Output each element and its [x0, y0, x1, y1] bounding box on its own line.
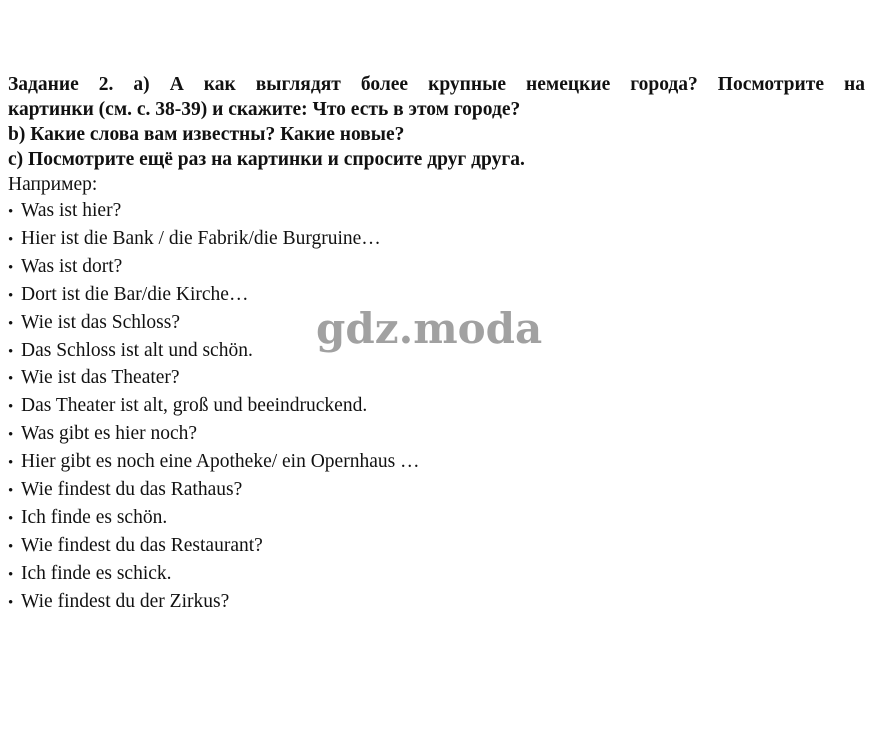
- list-item: [8, 393, 865, 421]
- bullet-icon: •: [8, 594, 14, 611]
- list-item: [8, 198, 865, 226]
- list-item-text: Wie ist das Theater?: [21, 367, 180, 389]
- list-item-text: Ich finde es schick.: [21, 562, 172, 584]
- watermark-logo: gdz.moda: [316, 304, 543, 353]
- bullet-icon: •: [8, 510, 14, 527]
- list-item: [8, 365, 865, 393]
- list-item-text: Was ist dort?: [21, 255, 123, 277]
- bullet-icon: •: [8, 204, 14, 220]
- list-item: [8, 533, 865, 561]
- list-item: [8, 254, 865, 282]
- list-item-text: Hier ist die Bank / die Fabrik/die Burgruine…: [21, 227, 381, 249]
- list-item-text: Das Schloss ist alt und schön.: [21, 339, 253, 361]
- bullet-icon: •: [8, 259, 14, 276]
- list-item-text: Was ist hier?: [21, 200, 122, 221]
- list-item-text: Hier gibt es noch eine Apotheke/ ein Opernhaus …: [21, 451, 420, 473]
- list-item: [8, 226, 865, 254]
- bullet-icon: •: [8, 566, 14, 583]
- bullet-icon: •: [8, 343, 14, 360]
- example-list: [8, 198, 865, 617]
- bullet-icon: •: [8, 399, 14, 416]
- list-item: [8, 561, 865, 589]
- task-part-c: c) Посмотрите ещё раз на картинки и спросите друг друга.: [8, 149, 525, 170]
- list-item: [8, 477, 865, 505]
- list-item: [8, 505, 865, 533]
- list-item: [8, 449, 865, 477]
- task-heading-part-a-line-1: Задание 2. а) А как выглядят более крупные немецкие города? Посмотрите на: [8, 74, 865, 95]
- bullet-icon: •: [8, 427, 14, 444]
- list-item-text: Was gibt es hier noch?: [21, 423, 198, 445]
- list-item: [8, 421, 865, 449]
- bullet-icon: •: [8, 483, 14, 500]
- list-item-text: Wie findest du das Rathaus?: [21, 479, 243, 501]
- list-item-text: Wie findest du der Zirkus?: [21, 590, 230, 612]
- list-item-text: Dort ist die Bar/die Kirche…: [21, 283, 249, 305]
- list-item-text: Ich finde es schön.: [21, 506, 168, 528]
- bullet-icon: •: [8, 231, 14, 248]
- bullet-icon: •: [8, 371, 14, 388]
- list-item-text: Wie findest du das Restaurant?: [21, 534, 263, 556]
- example-label: Например:: [8, 174, 98, 195]
- list-item-text: Wie ist das Schloss?: [21, 311, 180, 333]
- list-item-text: Das Theater ist alt, groß und beeindruckend.: [21, 395, 368, 417]
- bullet-icon: •: [8, 315, 14, 332]
- bullet-icon: •: [8, 287, 14, 304]
- bullet-icon: •: [8, 538, 14, 555]
- task-part-b: b) Какие слова вам известны? Какие новые?: [8, 124, 405, 145]
- bullet-icon: •: [8, 455, 14, 472]
- list-item: [8, 589, 865, 617]
- task-heading-part-a-line-2: картинки (см. с. 38-39) и скажите: Что есть в этом городе?: [8, 99, 521, 120]
